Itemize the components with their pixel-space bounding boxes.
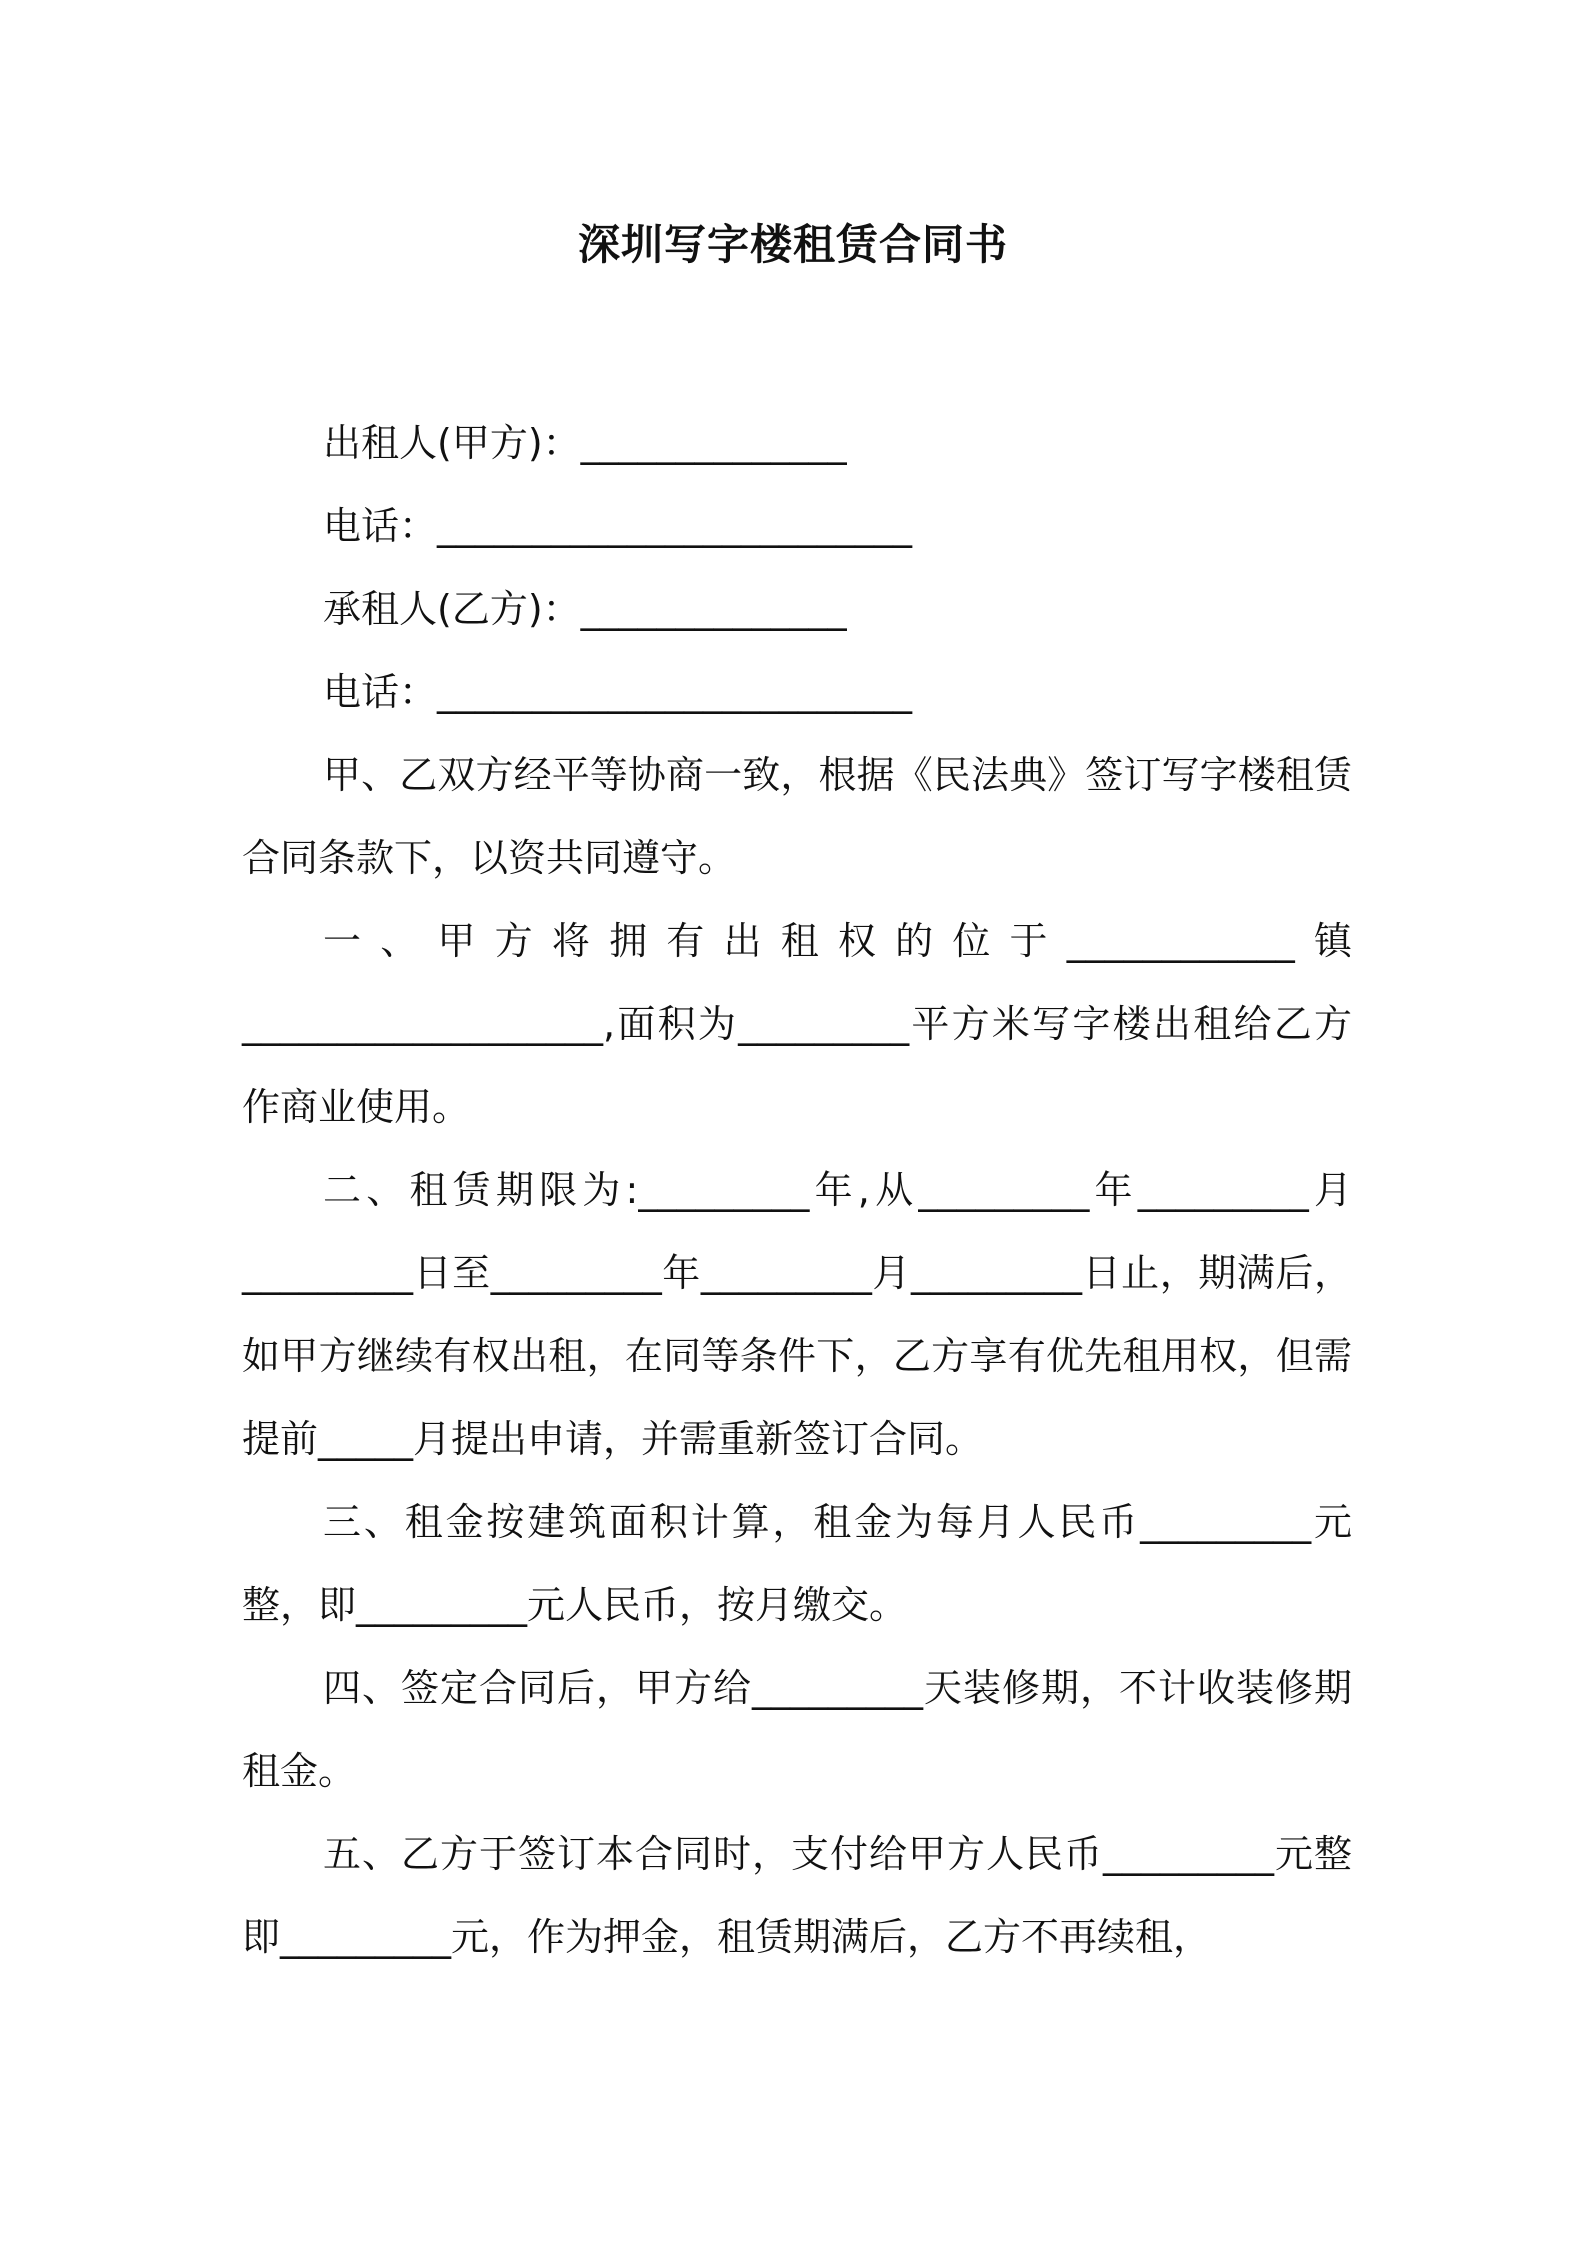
clause-2-paragraph: 二、租赁期限为:_________年,从_________年_________月_________日至_________年_________月_________日止，期满后，如甲方继续有权出租，在同等条件下，乙方享有优先租用权，但需提前_____月提出申请，并需重新签订合同。	[242, 1168, 1352, 1461]
document-title: 深圳写字楼租赁合同书	[577, 220, 1008, 269]
document-body	[242, 402, 1352, 1979]
clause-1-paragraph: 一、甲方将拥有出租权的位于____________镇___________________,面积为_________平方米写字楼出租给乙方作商业使用。	[242, 919, 1352, 1129]
lessee-field: 承租人(乙方)：______________	[323, 587, 847, 631]
preamble-paragraph: 甲、乙双方经平等协商一致，根据《民法典》签订写字楼租赁合同条款下，以资共同遵守。	[242, 753, 1352, 880]
clause-5-paragraph: 五、乙方于签订本合同时，支付给甲方人民币_________元整即_________元，作为押金，租赁期满后，乙方不再续租，	[242, 1832, 1352, 1959]
lessor-phone-field: 电话：_________________________	[323, 504, 913, 548]
lessor-field: 出租人(甲方)：______________	[323, 421, 847, 465]
clause-4-paragraph: 四、签定合同后，甲方给_________天装修期，不计收装修期租金。	[242, 1666, 1352, 1793]
clause-3-paragraph: 三、租金按建筑面积计算，租金为每月人民币_________元整，即_________元人民币，按月缴交。	[242, 1500, 1352, 1627]
lessee-phone-field: 电话：_________________________	[323, 670, 913, 714]
